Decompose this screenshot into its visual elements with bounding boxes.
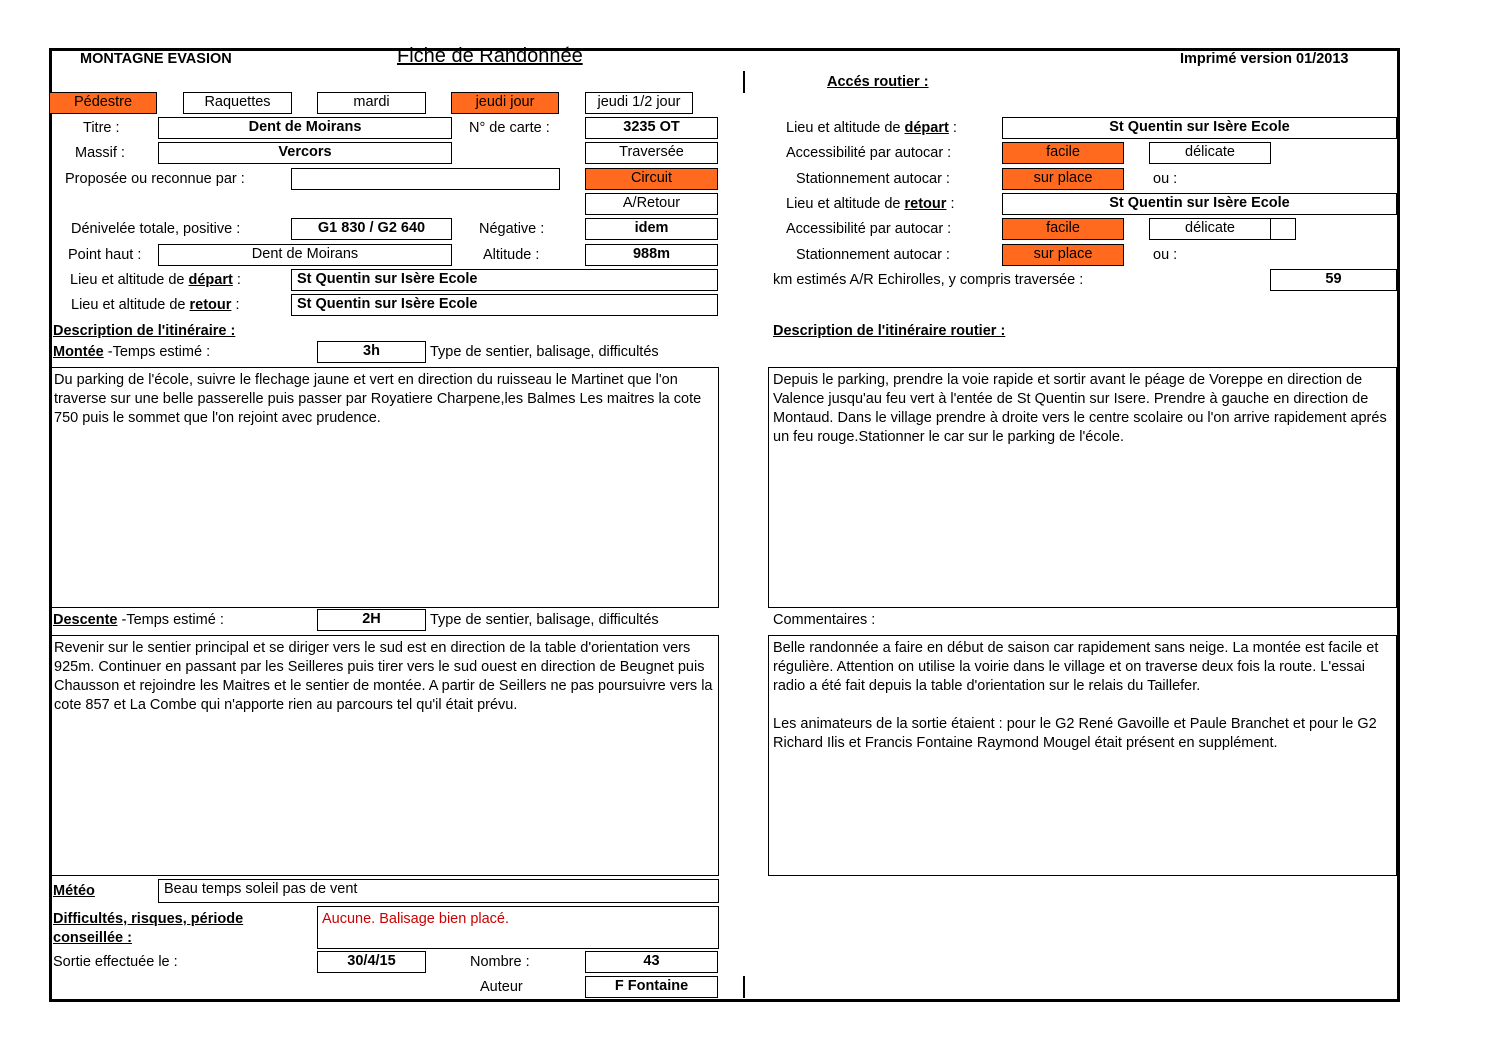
station2-surplace[interactable]: sur place: [1002, 244, 1124, 266]
montee-row-label: Montée -Temps estimé :: [53, 344, 211, 360]
nombre-field[interactable]: 43: [585, 951, 718, 973]
commentaires-label: Commentaires :: [773, 612, 876, 628]
negative-field[interactable]: idem: [585, 218, 718, 240]
montee-description[interactable]: Du parking de l'école, suivre le flechage jaune et vert en direction du ruisseau le Martinet que l'on traverse sur une belle passerelle puis passer par Royatiere Charpene,les Balmes Les maitres la cote 750 puis le sommet que l'on rejoint avec prudence.: [49, 367, 719, 608]
km-label: km estimés A/R Echirolles, y compris traversée :: [773, 272, 1084, 288]
route-description-title: Description de l'itinéraire routier :: [773, 323, 1006, 339]
carte-field[interactable]: 3235 OT: [585, 117, 718, 139]
montee-time-field[interactable]: 3h: [317, 341, 426, 363]
retour-field[interactable]: St Quentin sur Isère Ecole: [291, 294, 718, 316]
carte-label: N° de carte :: [469, 120, 550, 136]
sortie-label: Sortie effectuée le :: [53, 954, 178, 970]
station1-ou: ou :: [1153, 171, 1178, 187]
route-retour-field[interactable]: St Quentin sur Isère Ecole: [1002, 193, 1397, 215]
type-sentier-label-2: Type de sentier, balisage, difficultés: [430, 612, 659, 628]
nombre-label: Nombre :: [470, 954, 530, 970]
denivelee-field[interactable]: G1 830 / G2 640: [291, 218, 452, 240]
commentaires-paragraph-1: Belle randonnée a faire en début de saison car rapidement sans neige. La montée est facile et régulière. Attention on utilise la voirie dans le village et on traverse deux fois la route. L'essai radio a été fait depuis la table d'orientation sur le relais du Taillefer.: [773, 640, 1379, 694]
difficultes-field[interactable]: Aucune. Balisage bien placé.: [317, 906, 719, 949]
retour-label: Lieu et altitude de retour :: [71, 297, 240, 313]
titre-field[interactable]: Dent de Moirans: [158, 117, 452, 139]
column-tick: [743, 71, 745, 93]
altitude-label: Altitude :: [483, 247, 540, 263]
station1-label: Stationnement autocar :: [796, 171, 950, 187]
auteur-field[interactable]: F Fontaine: [585, 976, 718, 998]
acces-routier-title: Accés routier :: [827, 74, 929, 90]
traversee-option[interactable]: Traversée: [585, 142, 718, 164]
massif-label: Massif :: [75, 145, 125, 161]
proposee-field[interactable]: [291, 168, 560, 190]
route-depart-field[interactable]: St Quentin sur Isère Ecole: [1002, 117, 1397, 139]
access1-label: Accessibilité par autocar :: [786, 145, 952, 161]
aretour-option[interactable]: A/Retour: [585, 193, 718, 215]
meteo-label: Météo: [53, 883, 95, 899]
column-tick-bottom: [743, 976, 745, 998]
type-sentier-label: Type de sentier, balisage, difficultés: [430, 344, 659, 360]
negative-label: Négative :: [479, 221, 545, 237]
access2-facile[interactable]: facile: [1002, 218, 1124, 240]
circuit-option[interactable]: Circuit: [585, 168, 718, 190]
commentaires-paragraph-2: Les animateurs de la sortie étaient : pour le G2 René Gavoille et Paule Branchet et pour le G2 Richard Ilis et Francis Fontaine Raymond Mougel était présent en supplément.: [773, 716, 1377, 751]
org-name: MONTAGNE EVASION: [80, 51, 232, 67]
type-mardi[interactable]: mardi: [317, 92, 426, 114]
descente-description[interactable]: Revenir sur le sentier principal et se diriger vers le sud est en direction de la table d'orientation vers 925m. Continuer en passant par les Seilleres puis tirer vers le sud ouest en direction de Beugnet puis Chausson et rejoindre les Maitres et le sentier de montée. A partir de Seillers ne pas poursuivre vers la cote 857 et La Combe qui n'apporte rien au parcours tel qu'il était prévu.: [49, 635, 719, 876]
proposee-label: Proposée ou reconnue par :: [65, 171, 245, 187]
access1-delicate[interactable]: délicate: [1149, 142, 1271, 164]
access1-facile[interactable]: facile: [1002, 142, 1124, 164]
route-depart-label: Lieu et altitude de départ :: [786, 120, 957, 136]
point-haut-label: Point haut :: [68, 247, 142, 263]
km-field[interactable]: 59: [1270, 269, 1397, 291]
depart-field[interactable]: St Quentin sur Isère Ecole: [291, 269, 718, 291]
page-title: Fiche de Randonnée: [397, 45, 583, 67]
depart-label: Lieu et altitude de départ :: [70, 272, 241, 288]
type-jeudi-demi[interactable]: jeudi 1/2 jour: [585, 92, 693, 114]
station2-label: Stationnement autocar :: [796, 247, 950, 263]
station1-surplace[interactable]: sur place: [1002, 168, 1124, 190]
titre-label: Titre :: [83, 120, 120, 136]
denivelee-label: Dénivelée totale, positive :: [71, 221, 241, 237]
type-pedestre[interactable]: Pédestre: [49, 92, 157, 114]
descente-row-label: Descente -Temps estimé :: [53, 612, 224, 628]
auteur-label: Auteur: [480, 979, 523, 995]
station2-ou: ou :: [1153, 247, 1178, 263]
commentaires-field[interactable]: [768, 635, 1397, 876]
point-haut-field[interactable]: Dent de Moirans: [158, 244, 452, 266]
access2-extra-box[interactable]: [1270, 218, 1296, 240]
meteo-field[interactable]: Beau temps soleil pas de vent: [158, 879, 719, 903]
sortie-date-field[interactable]: 30/4/15: [317, 951, 426, 973]
descente-time-field[interactable]: 2H: [317, 609, 426, 631]
access2-label: Accessibilité par autocar :: [786, 221, 952, 237]
altitude-field[interactable]: 988m: [585, 244, 718, 266]
type-raquettes[interactable]: Raquettes: [183, 92, 292, 114]
version-label: Imprimé version 01/2013: [1180, 51, 1349, 67]
description-title: Description de l'itinéraire :: [53, 323, 236, 339]
massif-field[interactable]: Vercors: [158, 142, 452, 164]
route-description[interactable]: Depuis le parking, prendre la voie rapide et sortir avant le péage de Voreppe en direction de Valence jusqu'au feu vert à l'entée de St Quentin sur Isere. Prendre à gauche en direction de Montaud. Dans le village prendre à droite vers le centre scolaire ou l'on arrive rapidement aprés un feu rouge.Stationner le car sur le parking de l'école.: [768, 367, 1397, 608]
route-retour-label: Lieu et altitude de retour :: [786, 196, 955, 212]
access2-delicate[interactable]: délicate: [1149, 218, 1271, 240]
type-jeudi-jour[interactable]: jeudi jour: [451, 92, 559, 114]
difficultes-label: Difficultés, risques, période conseillée :: [53, 911, 244, 946]
